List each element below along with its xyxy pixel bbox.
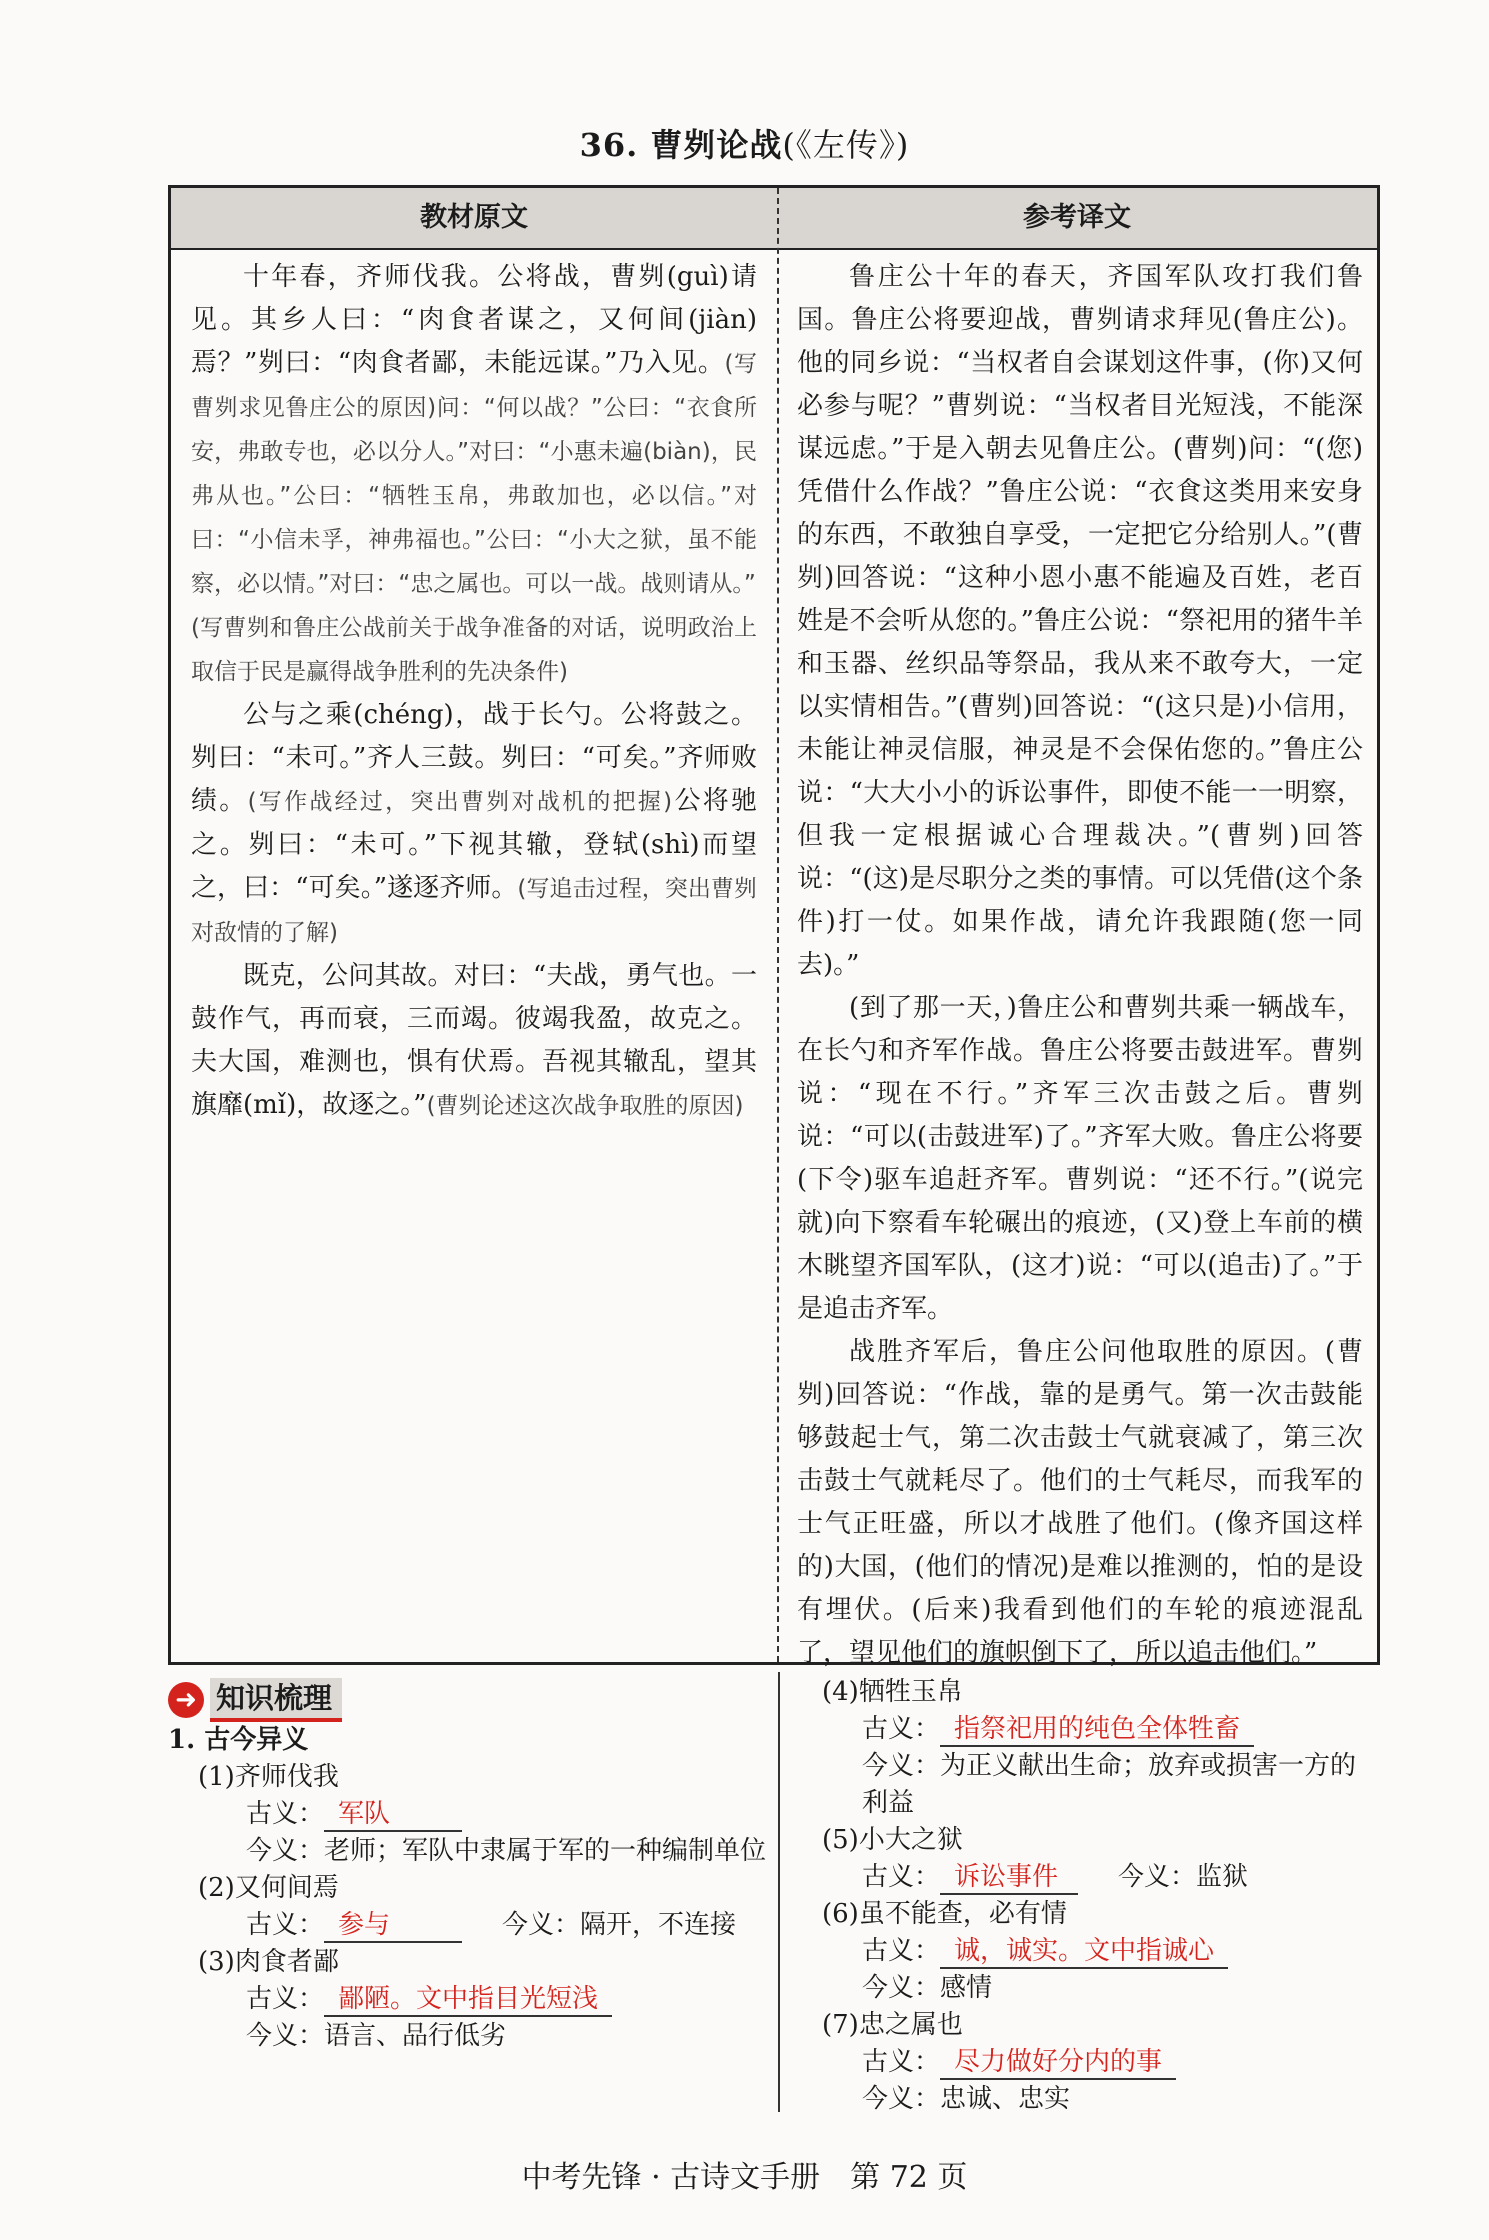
table-header [171, 188, 1377, 250]
ancient-meaning-row: 古义： 诚，诚实。文中指诚心 [822, 1933, 1382, 1970]
modern-meaning-row: 今义：为正义献出生命；放弃或损害一方的利益 [862, 1751, 1357, 1818]
modern-meaning-row: 今义：语言、品行低劣 [246, 2021, 507, 2051]
header-original: 教材原文 [420, 202, 528, 233]
answer-blank: 尽力做好分内的事 [940, 2046, 1176, 2080]
original-para-3: 既克，公问其故。对曰：“夫战，勇气也。一鼓作气，再而衰，三而竭。彼竭我盈，故克之。夫大国，难测也，惧有伏焉。吾视其辙乱，望其旗靡(mǐ)，故逐之。”(曹刿论述这次战争取胜的原因) [191, 961, 757, 1120]
original-text-column [191, 256, 757, 1128]
ancient-meaning-row: 古义： 军队 [168, 1796, 768, 1833]
knowledge-divider [778, 1672, 780, 2112]
title-main: 36. 曹刿论战 [579, 126, 783, 164]
item-phrase: (1)齐师伐我 [198, 1762, 339, 1792]
title-source: (《左传》) [782, 126, 910, 164]
modern-meaning-row: 今义：忠诚、忠实 [862, 2084, 1071, 2114]
modern-meaning-row: 今义：感情 [862, 1973, 993, 2003]
section-title: 知识梳理 [210, 1678, 342, 1722]
ancient-meaning-row: 古义： 鄙陋。文中指目光短浅 [168, 1981, 768, 2018]
translation-para-3: 战胜齐军后，鲁庄公问他取胜的原因。(曹刿)回答说：“作战，靠的是勇气。第一次击鼓能够鼓起士气，第二次击鼓士气就衰减了，第三次击鼓士气就耗尽了。他们的士气耗尽，而我军的士气正旺盛，所以才战胜了他们。(像齐国这样的)大国，(他们的情况)是难以推测的，怕的是设有埋伏。(后来)我看到他们的车轮的痕迹混乱了，望见他们的旗帜倒下了，所以追击他们。” [797, 1337, 1363, 1668]
ancient-meaning-row: 古义： 诉讼事件 今义：监狱 [822, 1859, 1382, 1896]
knowledge-heading: 1. 古今异义 [168, 1725, 309, 1755]
item-phrase: (2)又何间焉 [198, 1873, 339, 1903]
ancient-meaning-row: 古义： 参与 今义：隔开，不连接 [168, 1907, 768, 1944]
knowledge-right-column [822, 1674, 1382, 2118]
arrow-right-icon: ➜ [168, 1682, 204, 1718]
ancient-meaning-row: 古义： 指祭祀用的纯色全体牲畜 [822, 1711, 1382, 1748]
knowledge-left-column [168, 1722, 768, 2055]
text-table [168, 185, 1380, 1668]
answer-blank: 鄙陋。文中指目光短浅 [324, 1983, 612, 2017]
modern-meaning-row: 今义：老师；军队中隶属于军的一种编制单位 [246, 1836, 767, 1866]
translation-para-1: 鲁庄公十年的春天，齐国军队攻打我们鲁国。鲁庄公将要迎战，曹刿请求拜见(鲁庄公)。他的同乡说：“当权者自会谋划这件事，(你)又何必参与呢？”曹刿说：“当权者目光短浅，不能深谋远虑。”于是入朝去见鲁庄公。(曹刿)问：“(您)凭借什么作战？”鲁庄公说：“衣食这类用来安身的东西，不敢独自享受，一定把它分给别人。”(曹刿)回答说：“这种小恩小惠不能遍及百姓，老百姓是不会听从您的。”鲁庄公说：“祭祀用的猪牛羊和玉器、丝织品等祭品，我从来不敢夸大，一定以实情相告。”(曹刿)回答说：“(这只是)小信用，未能让神灵信服，神灵是不会保佑您的。”鲁庄公说：“大大小小的诉讼事件，即使不能一一明察，但我一定根据诚心合理裁决。”(曹刿)回答说：“(这)是尽职分之类的事情。可以凭借(这个条件)打一仗。如果作战，请允许我跟随(您一同去)。” [797, 262, 1363, 980]
item-phrase: (5)小大之狱 [822, 1825, 963, 1855]
original-note: (写曹刿求见鲁庄公的原因)问：“何以战？”公曰：“衣食所安，弗敢专也，必以分人。”对曰：“小惠未遍(biàn)，民弗从也。”公曰：“牺牲玉帛，弗敢加也，必以信。”对曰：“小信未孚，神弗福也。”公曰：“小大之狱，虽不能察，必以情。”对曰：“忠之属也。可以一战。战则请从。” [191, 351, 757, 597]
answer-blank: 军队 [324, 1798, 462, 1832]
header-translation: 参考译文 [1023, 202, 1131, 233]
translation-para-2: (到了那一天，)鲁庄公和曹刿共乘一辆战车，在长勺和齐军作战。鲁庄公将要击鼓进军。曹刿说：“现在不行。”齐军三次击鼓之后。曹刿说：“可以(击鼓进军)了。”齐军大败。鲁庄公将要(下令)驱车追赶齐军。曹刿说：“还不行。”(说完就)向下察看车轮碾出的痕迹，(又)登上车前的横木眺望齐国军队，(这才)说：“可以(追击)了。”于是追击齐军。 [797, 993, 1363, 1324]
knowledge-section-header [168, 1678, 342, 1722]
original-note-line: (写曹刿和鲁庄公战前关于战争准备的对话，说明政治上取信于民是赢得战争胜利的先决条件) [191, 615, 757, 685]
item-phrase: (7)忠之属也 [822, 2010, 963, 2040]
translation-column [797, 256, 1363, 1675]
page-footer: 中考先锋 · 古诗文手册 第 72 页 [521, 2160, 968, 2195]
answer-blank: 诚，诚实。文中指诚心 [940, 1935, 1228, 1969]
page-title [0, 120, 1489, 166]
ancient-meaning-row: 古义： 尽力做好分内的事 [822, 2044, 1382, 2081]
item-phrase: (4)牺牲玉帛 [822, 1677, 963, 1707]
column-divider [777, 188, 779, 1662]
item-phrase: (6)虽不能查，必有情 [822, 1899, 1067, 1929]
answer-blank: 诉讼事件 [940, 1861, 1078, 1895]
original-para-2: 公与之乘(chéng)，战于长勺。公将鼓之。刿曰：“未可。”齐人三鼓。刿曰：“可矣。”齐师败绩。(写作战经过，突出曹刿对战机的把握)公将驰之。刿曰：“未可。”下视其辙，登轼(shì)而望之，曰：“可矣。”遂逐齐师。(写追击过程，突出曹刿对敌情的了解) [191, 700, 757, 946]
answer-blank: 参与 [324, 1909, 462, 1943]
answer-blank: 指祭祀用的纯色全体牲畜 [940, 1713, 1254, 1747]
original-para-1: 十年春，齐师伐我。公将战，曹刿(guì)请见。其乡人曰：“肉食者谋之，又何间(jiàn)焉？”刿曰：“肉食者鄙，未能远谋。”乃入见。(写曹刿求见鲁庄公的原因)问：“何以战？”公曰：“衣食所安，弗敢专也，必以分人。”对曰：“小惠未遍(biàn)，民弗从也。”公曰：“牺牲玉帛，弗敢加也，必以信。”对曰：“小信未孚，神弗福也。”公曰：“小大之狱，虽不能察，必以情。”对曰：“忠之属也。可以一战。战则请从。” [191, 262, 757, 597]
item-phrase: (3)肉食者鄙 [198, 1947, 339, 1977]
